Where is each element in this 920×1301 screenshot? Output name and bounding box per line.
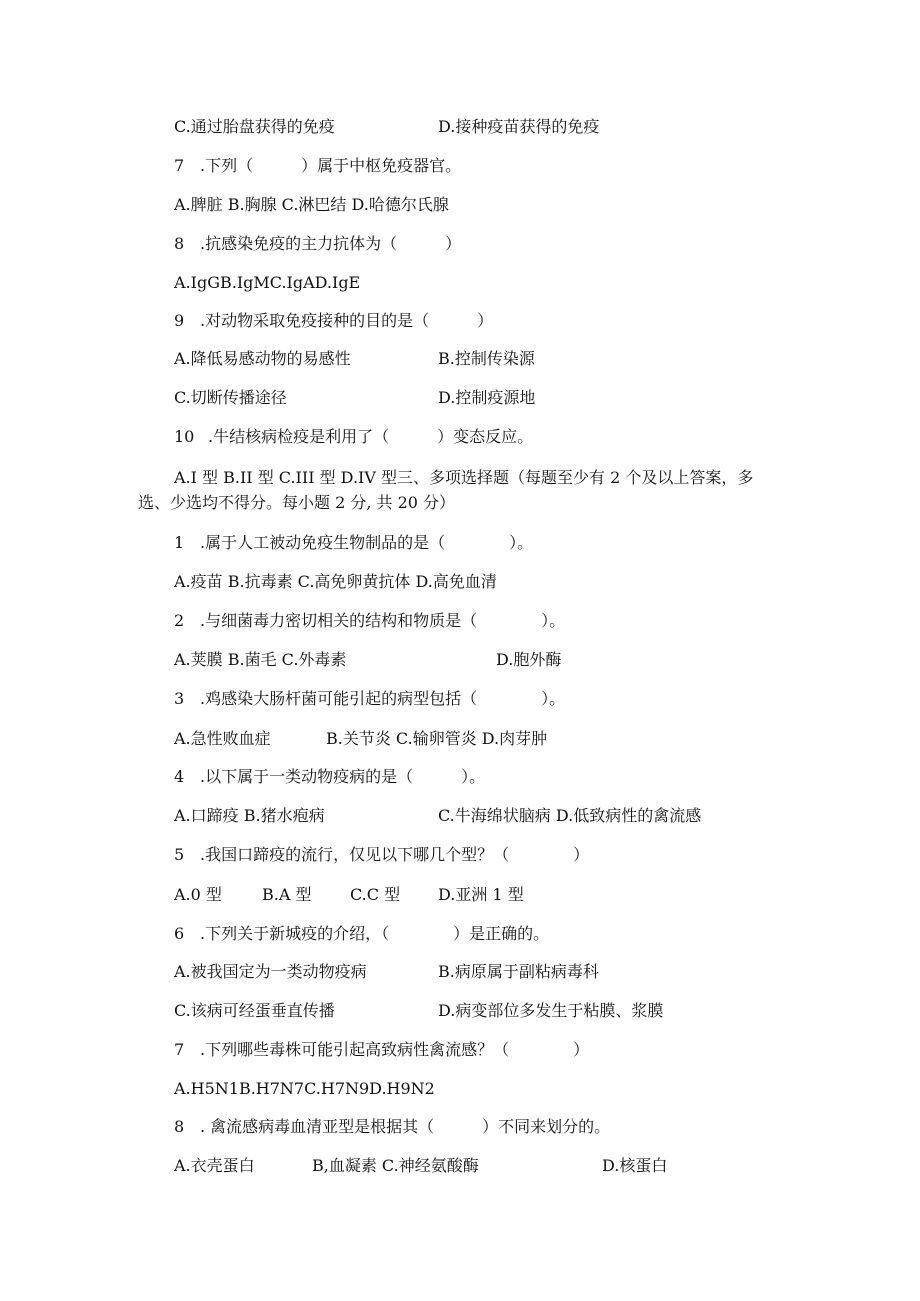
question-number: 7 (174, 156, 185, 175)
question-9 (174, 310, 493, 332)
multi-question-5-option-a: A.0 型 (174, 885, 222, 904)
multi-question-1-options: A.疫苗 B.抗毒素 C.高免卵黄抗体 D.高免血清 (174, 572, 497, 591)
multi-question-7 (174, 1039, 589, 1061)
question-9-option-d: D.控制疫源地 (438, 388, 536, 407)
multi-question-6 (174, 923, 549, 945)
question-text: .抗感染免疫的主力抗体为（ ） (200, 234, 462, 253)
question-number: 6 (174, 924, 185, 943)
multi-question-5-option-c: C.C 型 (350, 885, 401, 904)
multi-question-8-option-d: D.核蛋白 (602, 1156, 668, 1175)
multi-question-3-option-a: A.急性败血症 (174, 729, 271, 748)
question-number: 5 (174, 845, 185, 864)
question-text: .下列哪些毒株可能引起高致病性禽流感？（ ） (200, 1040, 590, 1059)
question-number: 10 (174, 427, 195, 446)
multi-question-2 (174, 610, 565, 632)
q6-option-c: C.通过胎盘获得的免疫 (174, 117, 335, 136)
multi-question-8-option-a: A.衣壳蛋白 (174, 1156, 255, 1175)
multi-question-3-options-bcd: B.关节炎 C.输卵管炎 D.肉芽肿 (326, 729, 548, 748)
question-8 (174, 233, 461, 255)
question-number: 4 (174, 767, 185, 786)
question-number: 7 (174, 1040, 185, 1059)
question-text: .牛结核病检疫是利用了（ ）变态反应。 (208, 427, 534, 446)
question-9-option-a: A.降低易感动物的易感性 (174, 349, 351, 368)
multi-question-6-option-b: B.病原属于副粘病毒科 (438, 962, 599, 981)
multi-question-7-options: A.H5N1B.H7N7C.H7N9D.H9N2 (174, 1079, 435, 1098)
multi-question-1 (174, 532, 533, 554)
question-text: .以下属于一类动物疫病的是（ ）。 (200, 767, 486, 786)
multi-question-8-options-bc: B,血凝素 C.神经氨酸酶 (312, 1156, 479, 1175)
question-text: .我国口蹄疫的流行，仅见以下哪几个型？（ ） (200, 845, 590, 864)
multi-question-6-option-a: A.被我国定为一类动物疫病 (174, 962, 367, 981)
multi-question-4-options-cd: C.牛海绵状脑病 D.低致病性的禽流感 (438, 806, 702, 825)
question-number: 2 (174, 611, 185, 630)
question-text: .下列（ ）属于中枢免疫器官。 (200, 156, 462, 175)
question-text: .对动物采取免疫接种的目的是（ ） (200, 311, 494, 330)
question-number: 8 (174, 1117, 185, 1136)
question-text: .属于人工被动免疫生物制品的是（ ）。 (200, 533, 534, 552)
question-7 (174, 155, 461, 177)
multi-question-5-option-d: D.亚洲 1 型 (438, 885, 524, 904)
question-text: .鸡感染大肠杆菌可能引起的病型包括（ ）。 (200, 689, 566, 708)
question-8-options: A.IgGB.IgMC.IgAD.IgE (174, 273, 361, 292)
multi-question-6-option-c: C.该病可经蛋垂直传播 (174, 1001, 335, 1020)
multi-question-2-options-abc: A.荚膜 B.菌毛 C.外毒素 (174, 650, 347, 669)
multi-question-3 (174, 688, 565, 710)
question-number: 8 (174, 234, 185, 253)
section-instructions: 选、少选均不得分。每小题 2 分, 共 20 分） (138, 493, 456, 512)
question-text: .下列关于新城疫的介绍，（ ）是正确的。 (200, 924, 550, 943)
multi-question-4 (174, 766, 485, 788)
question-text: . 禽流感病毒血清亚型是根据其（ ）不同来划分的。 (200, 1117, 611, 1136)
question-number: 9 (174, 311, 185, 330)
question-9-option-c: C.切断传播途径 (174, 388, 287, 407)
question-7-options: A.脾脏 B.胸腺 C.淋巴结 D.哈德尔氏腺 (174, 195, 449, 214)
q6-option-d: D.接种疫苗获得的免疫 (438, 117, 600, 136)
multi-question-2-option-d: D.胞外酶 (496, 650, 562, 669)
question-10-options-and-section-heading: A.I 型 B.II 型 C.III 型 D.IV 型三、多项选择题（每题至少有 2 个及以上答案，多 (174, 468, 754, 487)
question-9-option-b: B.控制传染源 (438, 349, 535, 368)
question-number: 1 (174, 533, 185, 552)
question-number: 3 (174, 689, 185, 708)
multi-question-6-option-d: D.病变部位多发生于粘膜、浆膜 (438, 1001, 664, 1020)
multi-question-5 (174, 844, 589, 866)
question-10 (174, 426, 533, 448)
question-text: .与细菌毒力密切相关的结构和物质是（ ）。 (200, 611, 566, 630)
multi-question-5-option-b: B.A 型 (262, 885, 312, 904)
multi-question-8 (174, 1116, 610, 1138)
multi-question-4-options-ab: A.口蹄疫 B.猪水疱病 (174, 806, 325, 825)
